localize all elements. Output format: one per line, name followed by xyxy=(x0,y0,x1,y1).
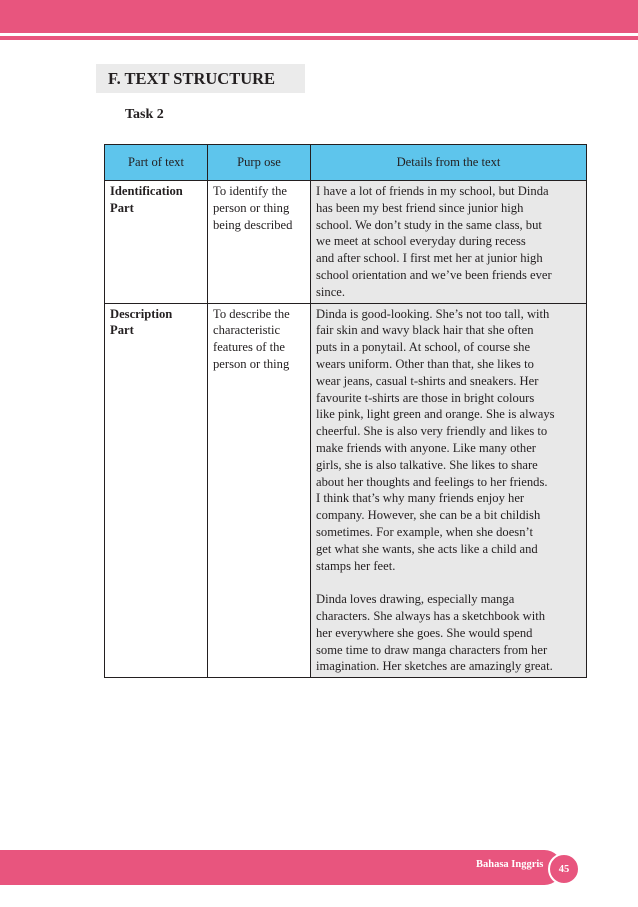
section-title: F. TEXT STRUCTURE xyxy=(96,64,305,93)
cell-purpose-description: To describe the characteristic features of the person or thing xyxy=(208,303,311,678)
details-paragraph: Dinda is good-looking. She’s not too tall, with fair skin and wavy black hair that she often puts in a ponytail. At school, of course she wears uniform. Other than that, she likes to wear jeans, casual t-shirts and sneakers. Her favourite t-shirts are those in bright colours like pink, light green and orange. She is always cheerful. She is also very friendly and likes to make friends with anyone. Like many other girls, she is also talkative. She likes to share about her thoughts and feelings to her friends. I think that’s why many friends enjoy her company. However, she can be a bit childish sometimes. For example, when she doesn’t get what she wants, she acts like a child and stamps her feet. xyxy=(316,306,555,573)
details-paragraph: Dinda loves drawing, especially manga characters. She always has a sketchbook with her everywhere she goes. She would spend some time to draw manga characters from her imagination. Her sketches are amazingly great. xyxy=(316,592,553,674)
cell-details-description xyxy=(311,303,587,678)
header-details: Details from the text xyxy=(311,145,587,181)
details-paragraph: I have a lot of friends in my school, but Dinda has been my best friend since junior high school. We don’t study in the same class, but we meet at school everyday during recess and after school. I first met her at junior high school orientation and we’ve been friends ever since. xyxy=(316,184,552,299)
table-row xyxy=(105,303,587,678)
header-purpose: Purp ose xyxy=(208,145,311,181)
cell-part-identification: Identification Part xyxy=(105,181,208,304)
cell-part-description: Description Part xyxy=(105,303,208,678)
cell-purpose-identification: To identify the person or thing being described xyxy=(208,181,311,304)
table-row xyxy=(105,181,587,304)
top-decorative-band xyxy=(0,0,638,33)
cell-details-identification xyxy=(311,181,587,304)
top-decorative-stripe xyxy=(0,36,638,40)
task-label: Task 2 xyxy=(125,107,164,122)
page-number: 45 xyxy=(548,853,580,885)
header-part-of-text: Part of text xyxy=(105,145,208,181)
table-header-row xyxy=(105,145,587,181)
footer-book-title: Bahasa Inggris xyxy=(476,859,544,870)
text-structure-table xyxy=(104,144,587,678)
